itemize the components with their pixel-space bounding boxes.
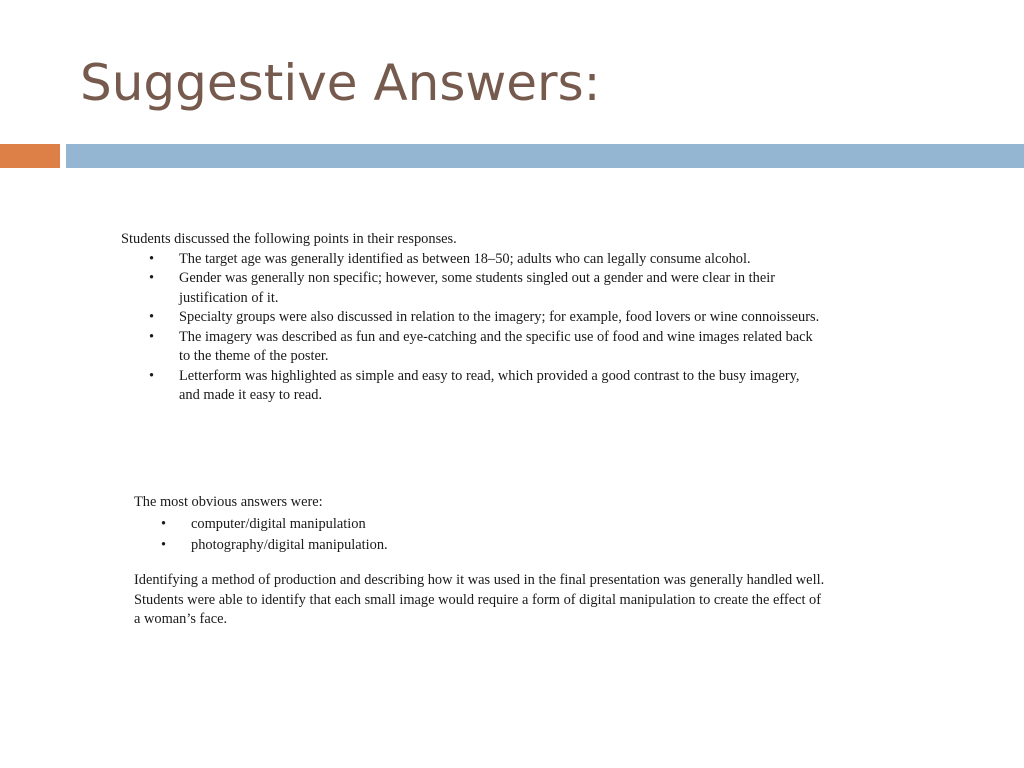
list-item [161,514,924,535]
list-item-line: The imagery was described as fun and eye-catching and the specific use of food and wine images related back [179,328,813,345]
paragraph-line: Students were able to identify that each small image would require a form of digital manipulation to create the effect of [134,591,822,608]
accent-bar-orange [0,144,60,168]
slide-title: Suggestive Answers: [80,54,601,112]
list-item-line: and made it easy to read. [179,387,323,403]
list-item [149,308,921,328]
production-method-paragraph [134,571,924,630]
bullet-icon: • [161,515,167,532]
accent-bar-blue [66,144,1024,168]
list-item [149,328,921,367]
list-item-line: Letterform was highlighted as simple and easy to read, which provided a good contrast to the busy imagery, [179,367,800,384]
bullet-icon: • [149,270,155,286]
bullet-icon: • [161,536,167,553]
obvious-answers-intro: The most obvious answers were: [134,494,323,510]
list-item-line: to the theme of the poster. [179,348,329,364]
list-item [149,250,921,270]
list-item-line: photography/digital manipulation. [191,536,388,553]
responses-list [121,250,921,406]
bullet-icon: • [149,367,155,384]
responses-section [121,230,921,406]
bullet-icon: • [149,309,155,325]
list-item [149,269,921,308]
list-item [149,367,921,406]
list-item-line: Specialty groups were also discussed in relation to the imagery; for example, food lovers or wine connoisseurs. [179,309,820,325]
list-item-line: Gender was generally non specific; however, some students singled out a gender and were clear in their [179,270,776,286]
list-item-line: computer/digital manipulation [191,515,366,532]
paragraph-line: Identifying a method of production and describing how it was used in the final presentation was generally handled well. [134,572,825,588]
obvious-answers-section [134,493,924,556]
list-item-line: The target age was generally identified as between 18–50; adults who can legally consume alcohol. [179,250,751,267]
obvious-answers-list [134,514,924,556]
list-item-line: justification of it. [179,289,279,306]
list-item [161,535,924,556]
bullet-icon: • [149,250,155,267]
paragraph-line: a woman’s face. [134,611,228,627]
responses-intro: Students discussed the following points in their responses. [121,231,457,247]
bullet-icon: • [149,328,155,345]
